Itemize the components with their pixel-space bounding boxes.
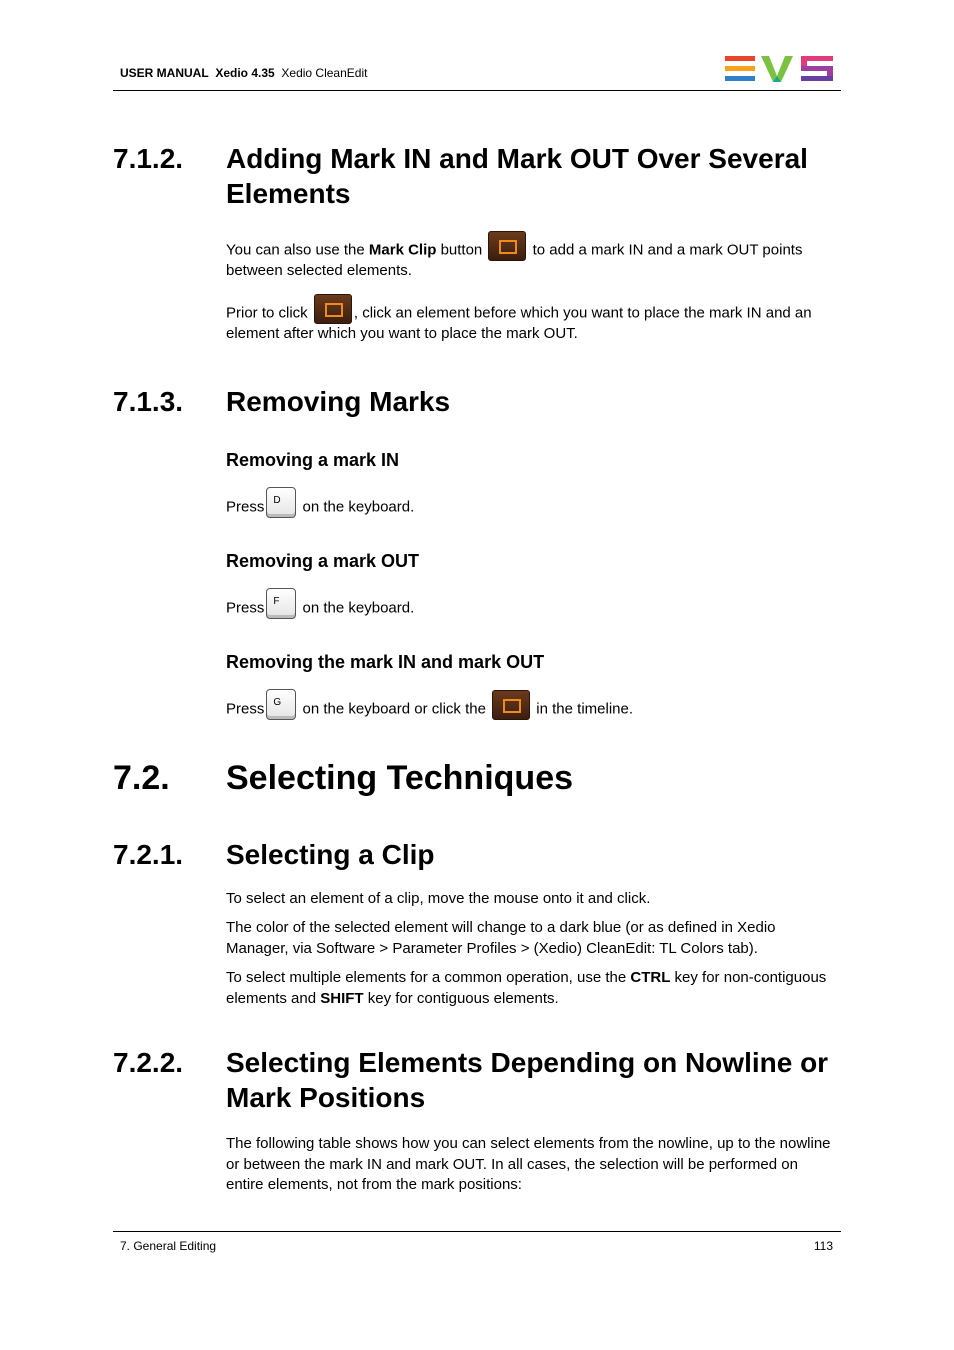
text: You can also use the: [226, 241, 369, 259]
key-label: F: [273, 596, 280, 607]
keyboard-key-icon: [266, 487, 296, 518]
subheading-remove-mark-in: Removing a mark IN: [226, 450, 400, 470]
header-doc-type: USER MANUAL: [120, 66, 209, 80]
text: key for non-contiguous elements and: [226, 969, 827, 1007]
paragraph-table-intro: The following table shows how you can select elements from the nowline, up to the nowline or between the mark IN and mark OUT. In all cases, the selection will be performed on entire elements, not from the mark positions:: [226, 1135, 831, 1193]
text: key for contiguous elements.: [363, 989, 559, 1007]
subheading-remove-both-marks: Removing the mark IN and mark OUT: [226, 652, 545, 672]
section-number: 7.2.: [113, 759, 170, 797]
keyboard-key-icon: [266, 588, 296, 619]
text: on the keyboard.: [298, 599, 415, 617]
section-title: Adding Mark IN and Mark OUT Over Several Elements: [226, 143, 808, 209]
ctrl-key-label: CTRL: [630, 969, 671, 986]
text: button: [436, 241, 487, 259]
paragraph-press-g: [226, 689, 836, 720]
footer-chapter: 7. General Editing: [120, 1239, 217, 1253]
mark-clip-icon: [488, 231, 526, 261]
text: in the timeline.: [532, 700, 634, 718]
section-title: Selecting Techniques: [226, 759, 574, 797]
section-number: 7.2.1.: [113, 839, 184, 870]
text: on the keyboard.: [298, 498, 415, 516]
paragraph-select-element: To select an element of a clip, move the mouse onto it and click.: [226, 890, 651, 907]
text: to add a mark IN and a mark OUT points between selected elements.: [226, 241, 803, 279]
subheading-remove-mark-out: Removing a mark OUT: [226, 551, 420, 571]
paragraph-selected-color: The color of the selected element will change to a dark blue (or as defined in Xedio Manager, via Software > Parameter Profiles > (Xedio) CleanEdit: TL Colors tab).: [226, 919, 776, 957]
keyboard-key-icon: [266, 689, 296, 720]
section-title: Selecting Elements Depending on Nowline or Mark Positions: [226, 1047, 829, 1113]
paragraph-press-d: [226, 487, 836, 518]
page-header: [113, 52, 841, 91]
text: Press: [226, 599, 265, 617]
remove-marks-icon: [492, 690, 530, 720]
key-label: D: [273, 495, 281, 506]
mark-clip-label: Mark Clip: [368, 241, 437, 259]
text: Press: [226, 700, 265, 718]
shift-key-label: SHIFT: [320, 989, 364, 1007]
section-title: Removing Marks: [226, 386, 451, 417]
page-number: 113: [813, 1239, 833, 1253]
section-title: Selecting a Clip: [226, 839, 435, 870]
header-doc-info: [120, 66, 367, 80]
evs-logo: [725, 54, 835, 84]
mark-clip-icon: [314, 294, 352, 324]
text: , click an element before which you want to place the mark IN and an element after which you want to place the mark OUT.: [226, 304, 812, 342]
text: To select multiple elements for a common operation, use the: [226, 969, 631, 986]
text: on the keyboard or click the: [298, 700, 491, 718]
text: Prior to click: [226, 304, 312, 322]
paragraph-multiple-select: [226, 968, 836, 1009]
paragraph-press-f: [226, 588, 836, 619]
section-number: 7.2.2.: [113, 1047, 184, 1078]
paragraph-mark-clip: [226, 231, 836, 282]
key-label: G: [273, 697, 282, 708]
text: Press: [226, 498, 265, 516]
page-footer: [113, 1231, 841, 1253]
header-product: Xedio 4.35: [215, 66, 275, 80]
section-number: 7.1.3.: [113, 386, 184, 417]
paragraph-prior-to-click: [226, 294, 836, 345]
header-module: Xedio CleanEdit: [281, 66, 368, 80]
section-number: 7.1.2.: [113, 143, 184, 174]
